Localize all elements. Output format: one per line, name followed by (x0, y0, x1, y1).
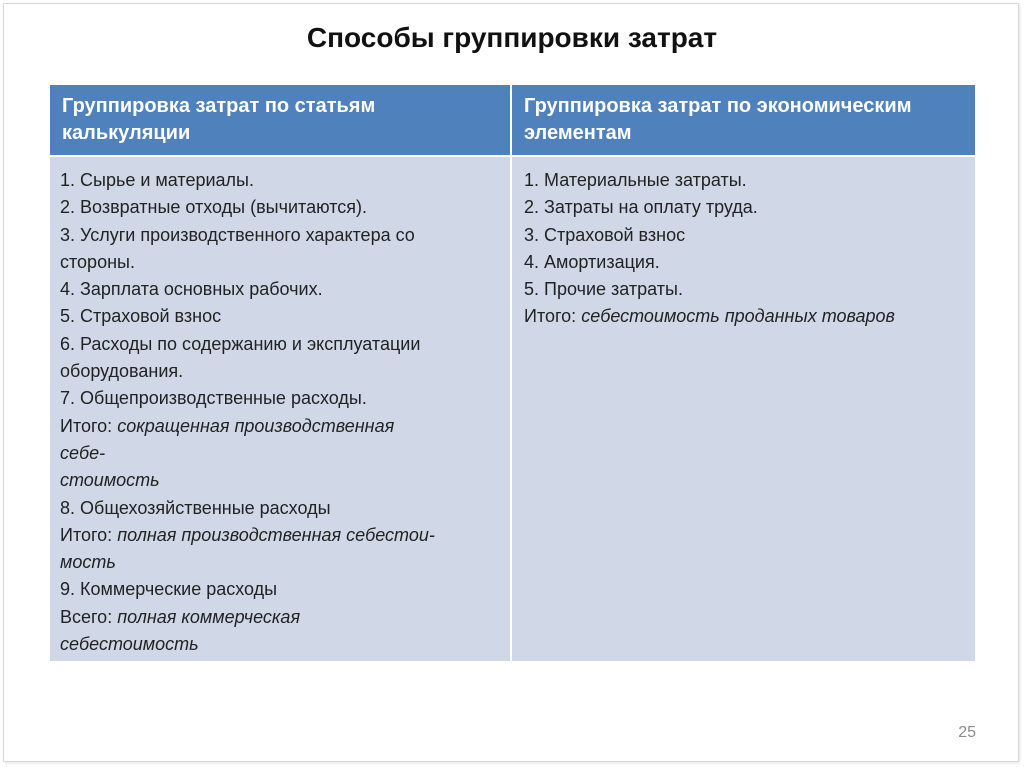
cost-grouping-table (48, 83, 977, 663)
subtotal-label: Итого: (60, 524, 118, 545)
total-value: себестоимость (60, 634, 199, 655)
list-item: 1. Материальные затраты. (524, 170, 747, 190)
total-label: Итого: (524, 306, 582, 327)
list-item: 7. Общепроизводственные расходы. (60, 388, 367, 409)
subtotal-value: себе- (60, 442, 106, 463)
list-item: 4. Амортизация. (524, 251, 660, 272)
list-item: 8. Общехозяйственные расходы (60, 497, 331, 518)
subtotal-value: мость (60, 552, 116, 573)
subtotal-label: Итого: (60, 415, 118, 436)
list-item: оборудования. (60, 361, 184, 382)
total-line (524, 303, 965, 330)
slide-title: Способы группировки затрат (306, 22, 718, 53)
subtotal-value: полная производственная себестои- (117, 524, 435, 545)
list-item: 2. Возвратные отходы (вычитаются). (60, 197, 367, 218)
body-row (49, 156, 976, 662)
page-number: 25 (958, 724, 976, 741)
list-item: 2. Затраты на оплату труда. (524, 197, 758, 218)
list-item: 5. Прочие затраты. (524, 279, 683, 300)
total-value: полная коммерческая (117, 606, 301, 627)
list-item: стороны. (60, 251, 135, 272)
header-economic-elements: Группировка затрат по экономическим элементам (511, 84, 976, 156)
subtotal-line (60, 413, 500, 440)
total-line (60, 604, 500, 631)
subtotal-value: сокращенная производственная (117, 415, 395, 436)
header-cost-items: Группировка затрат по статьям калькуляции (49, 84, 511, 156)
total-label: Всего: (60, 606, 118, 627)
list-item: 9. Коммерческие расходы (60, 579, 278, 600)
list-item: 5. Страховой взнос (60, 306, 222, 327)
economic-elements-cell (511, 156, 976, 662)
header-row (49, 84, 976, 156)
list-item: 4. Зарплата основных рабочих. (60, 279, 323, 300)
list-item: 6. Расходы по содержанию и эксплуатации (60, 333, 421, 354)
cost-items-cell (49, 156, 511, 662)
list-item: 3. Услуги производственного характера со (60, 224, 415, 245)
list-item: 3. Страховой взнос (524, 224, 686, 245)
list-item: 1. Сырье и материалы. (60, 170, 254, 190)
subtotal-value: стоимость (60, 470, 160, 491)
subtotal-line (60, 522, 500, 549)
total-value: себестоимость проданных товаров (581, 306, 895, 327)
